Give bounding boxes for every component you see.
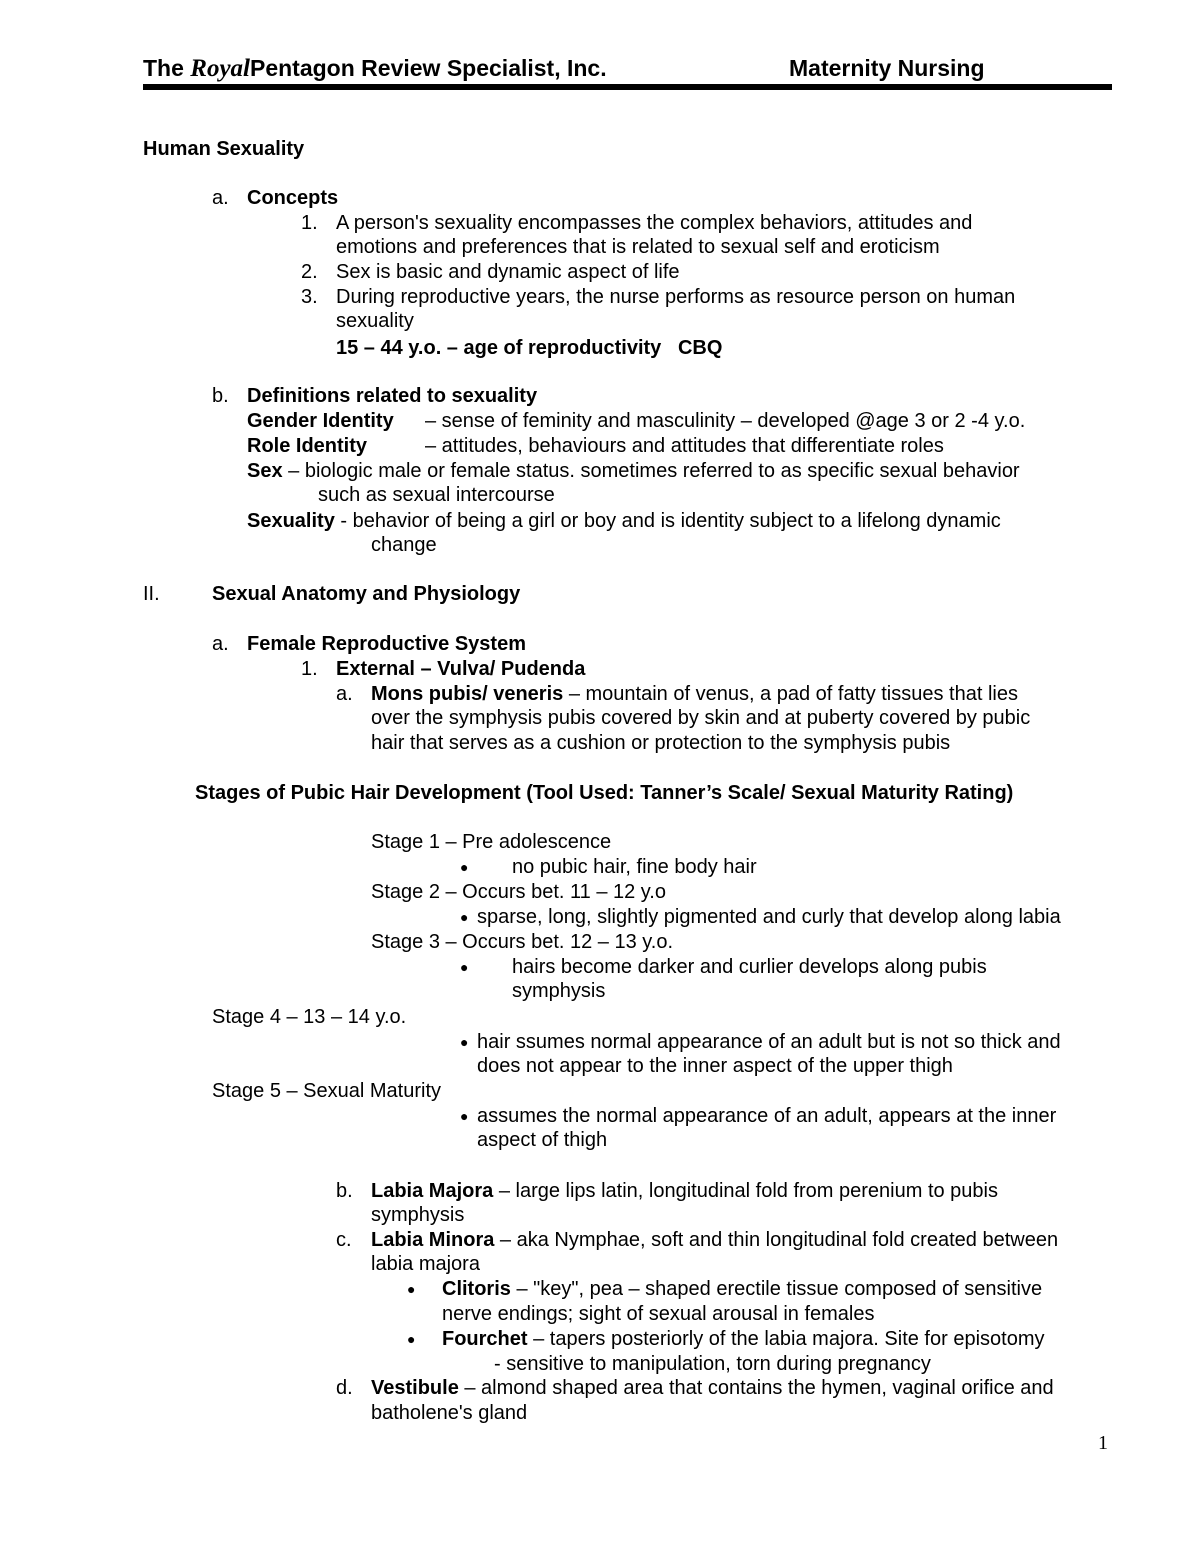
stage-3-bullet-2: symphysis [512,980,606,1002]
bullet-icon: ● [407,1281,416,1297]
labia-minora-line-1 [371,1228,1058,1252]
clitoris-text-1: – "key", pea – shaped erectile tissue composed of sensitive [510,1278,1043,1300]
gender-identity-text: – sense of feminity and masculinity – developed @age 3 or 2 -4 y.o. [425,410,1026,432]
vestibule-line-1 [371,1376,1054,1400]
concept-1-line1: A person's sexuality encompasses the complex behaviors, attitudes and [336,212,973,234]
concept-3-line1: During reproductive years, the nurse performs as resource person on human [336,286,1016,308]
bullet-icon: ● [460,1108,469,1124]
vestibule-text-1: – almond shaped area that contains the hymen, vaginal orifice and [458,1377,1054,1399]
sexuality-term: Sexuality [247,510,335,532]
concept-3-line2: sexuality [336,310,414,332]
labia-majora-text-2: symphysis [371,1204,465,1226]
role-identity-text: – attitudes, behaviours and attitudes that differentiate roles [425,435,944,457]
mons-marker: a. [336,683,353,705]
labia-minora-term: Labia Minora [371,1229,495,1251]
sexuality-text-1: - behavior of being a girl or boy and is identity subject to a lifelong dynamic [334,510,1001,532]
mons-text-2: over the symphysis pubis covered by skin and at puberty covered by pubic [371,707,1031,729]
section-2-title: Sexual Anatomy and Physiology [212,583,521,605]
labia-majora-text-1: – large lips latin, longitudinal fold from perenium to pubis [493,1180,998,1202]
external-title: External – Vulva/ Pudenda [336,658,586,680]
sexuality-text-2: change [371,534,437,556]
concepts-marker: a. [212,187,229,209]
fourchet-term: Fourchet [442,1328,528,1350]
concept-1-line2: emotions and preferences that is related to sexual self and eroticism [336,236,940,258]
concept-2-line1: Sex is basic and dynamic aspect of life [336,261,680,283]
sex-term: Sex [247,460,283,482]
sexuality-definition [247,509,1001,533]
concept-2-num: 2. [301,261,318,283]
clitoris-line-1 [442,1277,1042,1301]
mons-text-1: – mountain of venus, a pad of fatty tissues that lies [563,683,1018,705]
clitoris-term: Clitoris [442,1278,511,1300]
fourchet-line-1 [442,1327,1044,1351]
labia-majora-term: Labia Majora [371,1180,494,1202]
clitoris-text-2: nerve endings; sight of sexual arousal in females [442,1303,875,1325]
vestibule-marker: d. [336,1377,353,1399]
stage-4-bullet-1: hair ssumes normal appearance of an adult but is not so thick and [477,1031,1061,1053]
bullet-icon: ● [460,959,469,975]
role-identity-term: Role Identity [247,435,368,457]
vestibule-term: Vestibule [371,1377,459,1399]
stage-3: Stage 3 – Occurs bet. 12 – 13 y.o. [371,931,674,953]
bullet-icon: ● [407,1331,416,1347]
concept-1-num: 1. [301,212,318,234]
bullet-icon: ● [460,909,469,925]
labia-minora-text-2: labia majora [371,1253,480,1275]
section-2-marker: II. [143,583,160,605]
stage-3-bullet-1: hairs become darker and curlier develops along pubis [512,956,987,978]
definitions-marker: b. [212,385,229,407]
page-number: 1 [1098,1432,1108,1454]
fourchet-text-2: - sensitive to manipulation, torn during pregnancy [494,1353,931,1375]
stage-5-bullet-1: assumes the normal appearance of an adult, appears at the inner [477,1105,1057,1127]
female-repro-marker: a. [212,633,229,655]
stages-heading: Stages of Pubic Hair Development (Tool Used: Tanner’s Scale/ Sexual Maturity Rating) [195,782,1014,804]
labia-minora-text-1: – aka Nymphae, soft and thin longitudinal fold created between [494,1229,1059,1251]
labia-minora-marker: c. [336,1229,352,1251]
mons-text-3: hair that serves as a cushion or protection to the symphysis pubis [371,732,951,754]
sex-text-2: such as sexual intercourse [318,484,555,506]
header-subject: Maternity Nursing [789,55,985,81]
stage-1-bullet: no pubic hair, fine body hair [512,856,757,878]
female-repro-title: Female Reproductive System [247,633,526,655]
header-company [143,54,607,83]
bullet-icon: ● [460,859,469,875]
labia-majora-line-1 [371,1179,998,1203]
concepts-title: Concepts [247,187,339,209]
stage-2-bullet: sparse, long, slightly pigmented and curly that develop along labia [477,906,1061,928]
cbq-line: 15 – 44 y.o. – age of reproductivity CBQ [336,337,723,359]
concept-3-num: 3. [301,286,318,308]
header-company-rest: Pentagon Review Specialist, Inc. [250,55,607,81]
sex-text-1: – biologic male or female status. sometimes referred to as specific sexual behavior [282,460,1020,482]
external-num: 1. [301,658,318,680]
header-royal-word: Royal [190,55,250,82]
sex-definition [247,459,1020,483]
mons-line-1 [371,682,1018,706]
vestibule-text-2: batholene's gland [371,1402,528,1424]
stage-2: Stage 2 – Occurs bet. 11 – 12 y.o [371,881,666,903]
mons-term: Mons pubis/ veneris [371,683,564,705]
stage-4: Stage 4 – 13 – 14 y.o. [212,1006,407,1028]
header-rule [143,84,1112,90]
definitions-title: Definitions related to sexuality [247,385,538,407]
bullet-icon: ● [460,1034,469,1050]
stage-1: Stage 1 – Pre adolescence [371,831,612,853]
gender-identity-term: Gender Identity [247,410,394,432]
stage-5: Stage 5 – Sexual Maturity [212,1080,442,1102]
fourchet-text-1: – tapers posteriorly of the labia majora. Site for episotomy [527,1328,1045,1350]
stage-5-bullet-2: aspect of thigh [477,1129,608,1151]
section-title-human-sexuality: Human Sexuality [143,138,305,160]
labia-majora-marker: b. [336,1180,353,1202]
stage-4-bullet-2: does not appear to the inner aspect of the upper thigh [477,1055,953,1077]
header-the: The [143,55,184,81]
